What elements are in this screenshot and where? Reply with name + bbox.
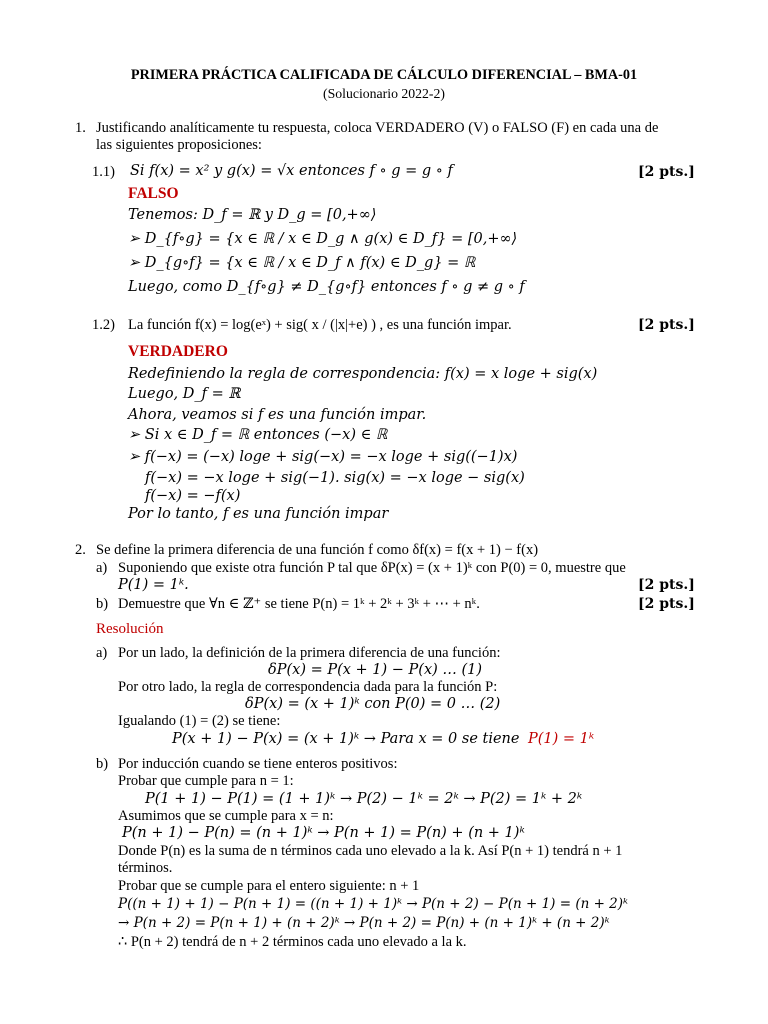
q2-intro: Se define la primera diferencia de una función f como δf(x) = f(x + 1) − f(x) <box>96 542 539 558</box>
ra-label: a) <box>96 645 108 661</box>
document-title: PRIMERA PRÁCTICA CALIFICADA DE CÁLCULO DIFERENCIAL – BMA-01 <box>130 67 638 83</box>
q1-number: 1. <box>75 120 86 136</box>
ra-eq1: δP(x) = P(x + 1) − P(x) … (1) <box>268 662 483 678</box>
rb-line: términos. <box>118 860 173 876</box>
q2-b-label: b) <box>96 596 109 612</box>
rb-line: → P(n + 2) = P(n + 1) + (n + 2)ᵏ → P(n + 2) = P(n) + (n + 1)ᵏ + (n + 2)ᵏ <box>118 915 610 931</box>
q2-a-line1: Suponiendo que existe otra función P tal que δP(x) = (x + 1)ᵏ con P(0) = 0, muestre que <box>118 560 626 576</box>
rb-line: Por inducción cuando se tiene enteros positivos: <box>118 756 398 772</box>
q2-a-label: a) <box>96 560 108 576</box>
rb-line: ∴ P(n + 2) tendrá de n + 2 términos cada uno elevado a la k. <box>118 934 467 950</box>
rb-label: b) <box>96 756 109 772</box>
rb-line: Donde P(n) es la suma de n términos cada uno elevado a la k. Así P(n + 1) tendrá n + 1 <box>118 843 623 859</box>
ra-eq3: P(x + 1) − P(x) = (x + 1)ᵏ → Para x = 0 se tiene <box>172 731 520 747</box>
p12-line: ➢ f(−x) = (−x) loge + sig(−x) = −x loge + sig((−1)x) <box>128 449 518 465</box>
ra-eq3-result: P(1) = 1ᵏ <box>528 731 595 747</box>
p12-line: f(−x) = −x loge + sig(−1). sig(x) = −x loge − sig(x) <box>145 470 525 486</box>
q1-intro-line2: las siguientes proposiciones: <box>96 137 262 153</box>
p11-points: [2 pts.] <box>638 164 695 180</box>
p11-line: ➢ D_{f∘g} = {x ∈ ℝ / x ∈ D_g ∧ g(x) ∈ D_f} = [0,+∞⟩ <box>128 231 518 247</box>
p12-line: Ahora, veamos si f es una función impar. <box>128 407 427 423</box>
rb-line: P((n + 1) + 1) − P(n + 1) = ((n + 1) + 1)ᵏ → P(n + 2) − P(n + 1) = (n + 2)ᵏ <box>118 896 628 912</box>
rb-line: Probar que se cumple para el entero siguiente: n + 1 <box>118 878 420 894</box>
p11-line: Luego, como D_{f∘g} ≠ D_{g∘f} entonces f ∘ g ≠ g ∘ f <box>128 279 525 295</box>
ra-eq2: δP(x) = (x + 1)ᵏ con P(0) = 0 … (2) <box>245 696 501 712</box>
p11-line: ➢ D_{g∘f} = {x ∈ ℝ / x ∈ D_f ∧ f(x) ∈ D_g} = ℝ <box>128 255 476 271</box>
document-subtitle: (Solucionario 2022-2) <box>323 86 445 101</box>
p12-label: 1.2) <box>92 317 115 333</box>
p12-line: Luego, D_f = ℝ <box>128 386 241 402</box>
p11-label: 1.1) <box>92 164 115 180</box>
p12-answer: VERDADERO <box>128 343 228 360</box>
p11-answer: FALSO <box>128 185 179 202</box>
q2-number: 2. <box>75 542 86 558</box>
rb-line: P(1 + 1) − P(1) = (1 + 1)ᵏ → P(2) − 1ᵏ = 2ᵏ → P(2) = 1ᵏ + 2ᵏ <box>145 791 583 807</box>
q2-b-line: Demuestre que ∀n ∈ ℤ⁺ se tiene P(n) = 1ᵏ + 2ᵏ + 3ᵏ + ⋯ + nᵏ. <box>118 596 480 612</box>
rb-line: Probar que cumple para n = 1: <box>118 773 294 789</box>
p11-statement: Si f(x) = x² y g(x) = √x entonces f ∘ g = g ∘ f <box>130 163 453 179</box>
p12-line: Por lo tanto, f es una función impar <box>128 506 389 522</box>
q1-intro-line1: Justificando analíticamente tu respuesta, coloca VERDADERO (V) o FALSO (F) en cada una de <box>96 120 659 136</box>
ra-line2: Por otro lado, la regla de correspondencia dada para la función P: <box>118 679 498 695</box>
p11-line: Tenemos: D_f = ℝ y D_g = [0,+∞⟩ <box>128 207 377 223</box>
p12-points: [2 pts.] <box>638 317 695 333</box>
rb-line: Asumimos que se cumple para x = n: <box>118 808 334 824</box>
p12-statement: La función f(x) = log(eˣ) + sig( x / (|x|+e) ) , es una función impar. <box>128 317 512 333</box>
ra-line3: Igualando (1) = (2) se tiene: <box>118 713 281 729</box>
q2-b-points: [2 pts.] <box>638 596 695 612</box>
p12-line: f(−x) = −f(x) <box>145 488 241 504</box>
resolution-title: Resolución <box>96 621 164 637</box>
q2-a-points: [2 pts.] <box>638 577 695 593</box>
p12-line: Redefiniendo la regla de correspondencia: f(x) = x loge + sig(x) <box>128 366 598 382</box>
rb-line: P(n + 1) − P(n) = (n + 1)ᵏ → P(n + 1) = P(n) + (n + 1)ᵏ <box>122 825 525 841</box>
p12-line: ➢ Si x ∈ D_f = ℝ entonces (−x) ∈ ℝ <box>128 427 388 443</box>
q2-a-line2: P(1) = 1ᵏ. <box>118 577 189 593</box>
ra-line1: Por un lado, la definición de la primera diferencia de una función: <box>118 645 501 661</box>
